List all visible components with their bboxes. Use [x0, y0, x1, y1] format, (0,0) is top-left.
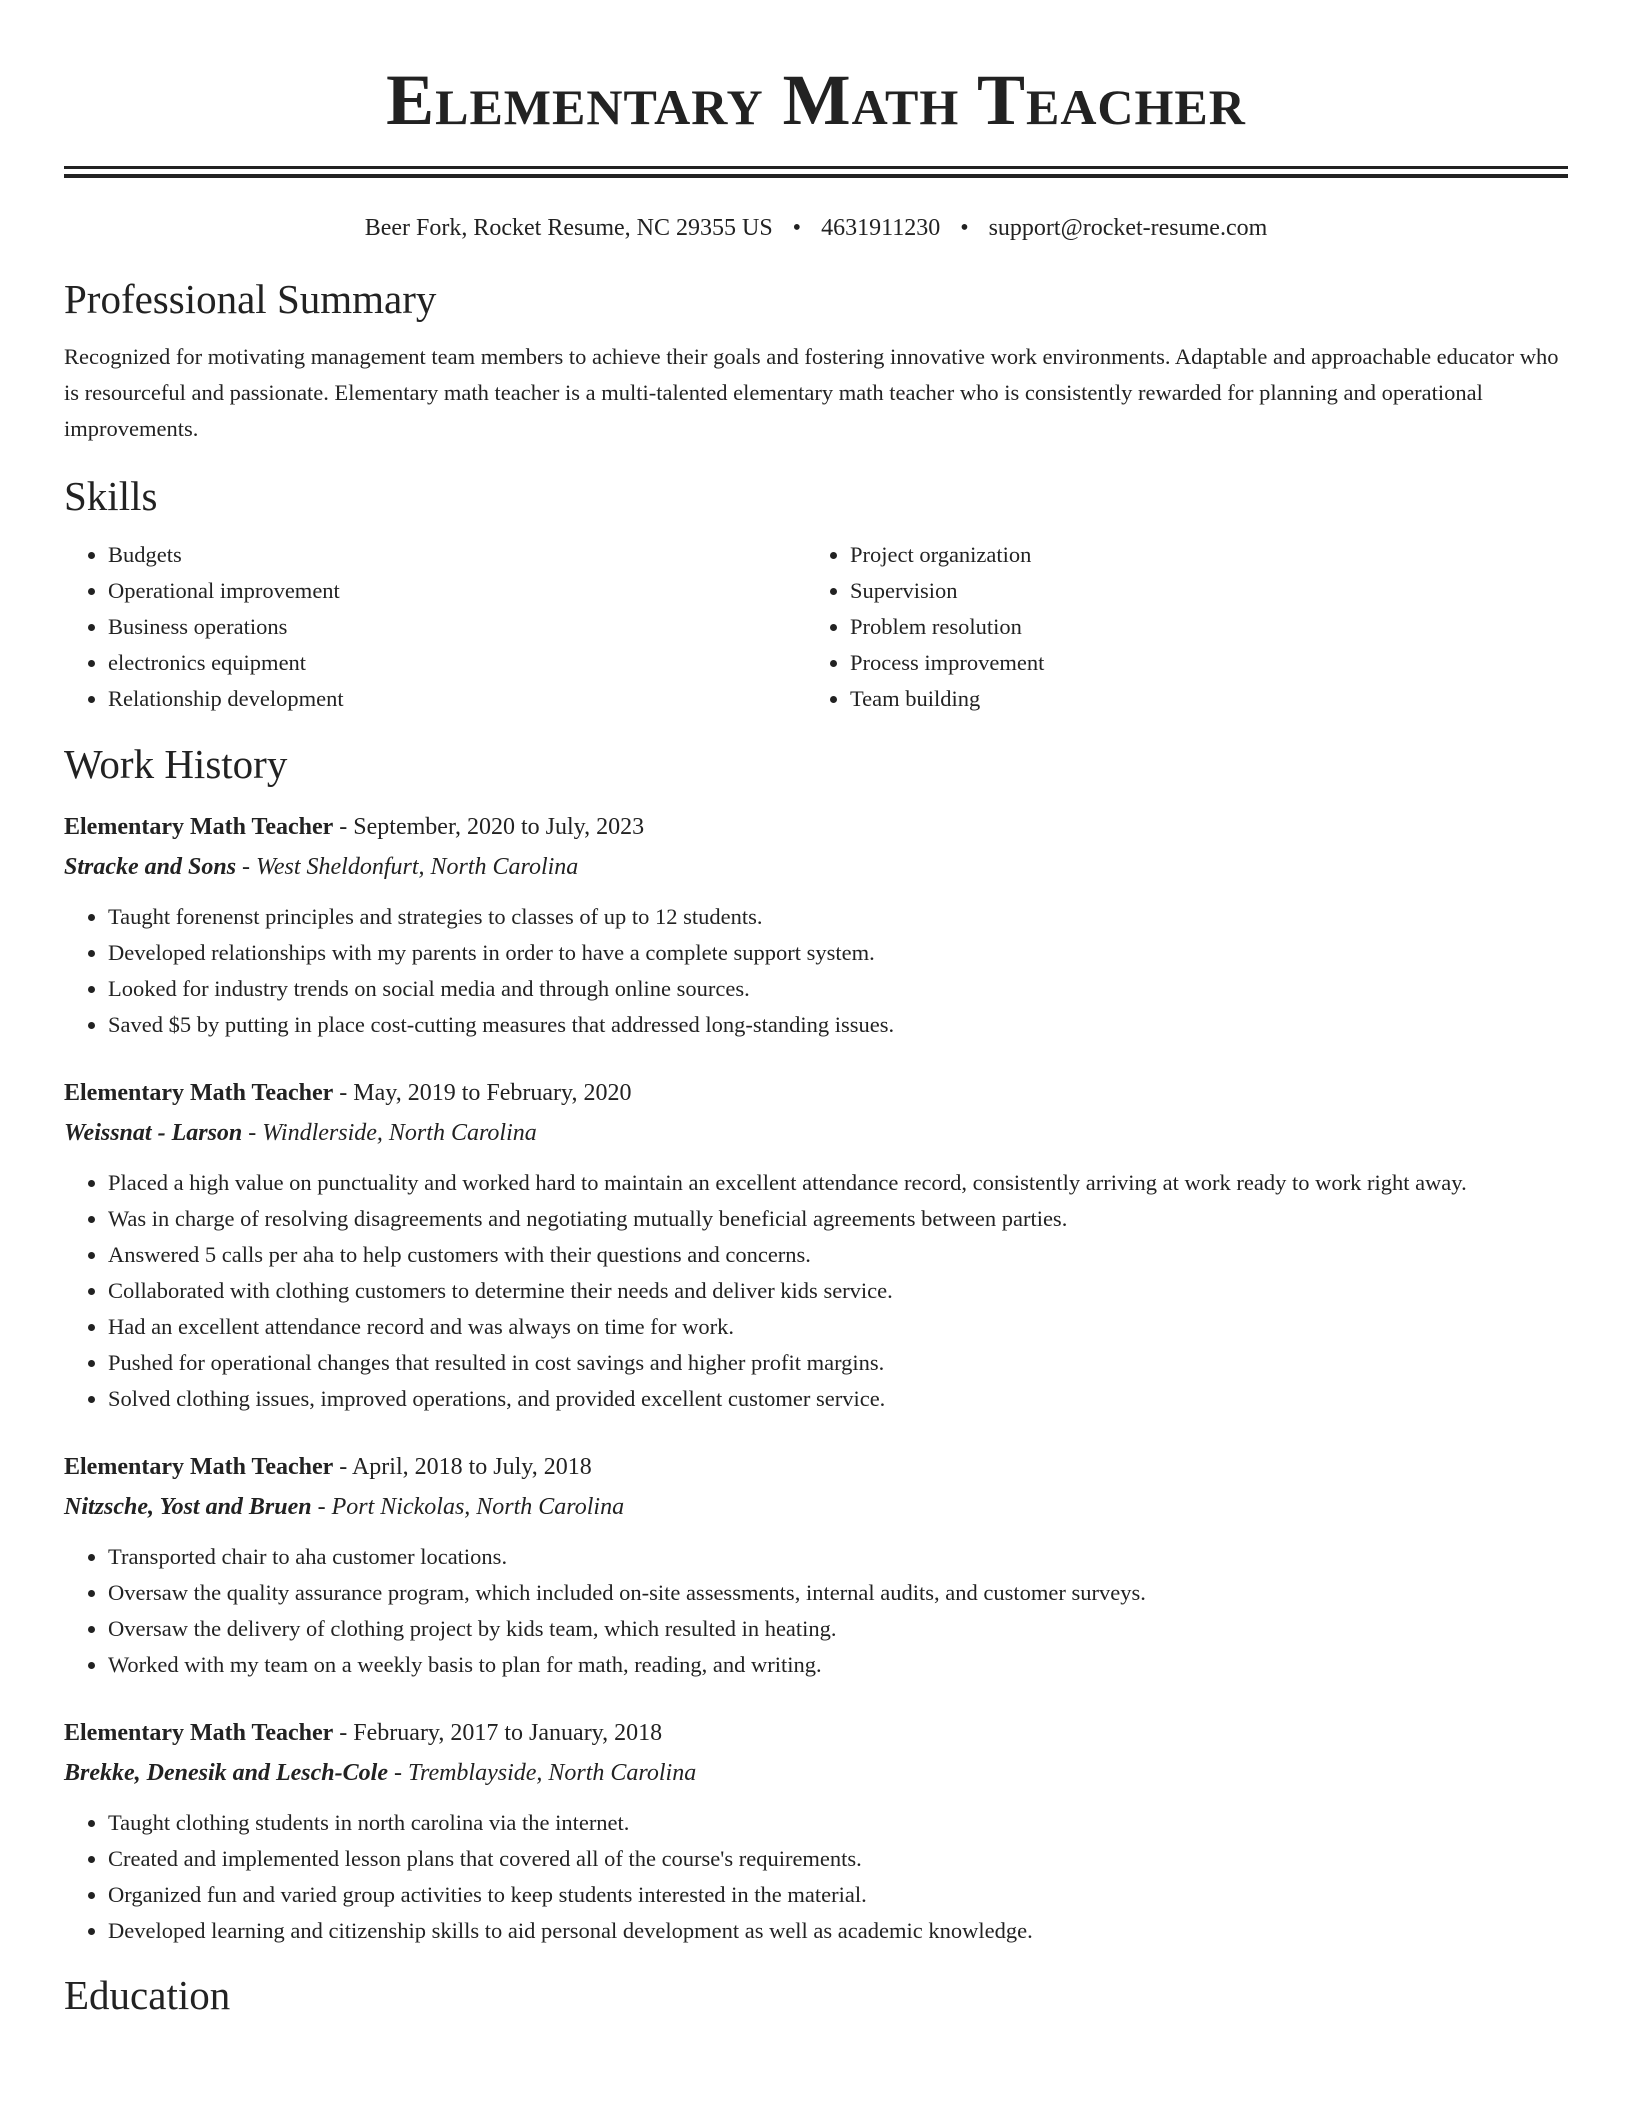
work-history-section: [64, 740, 1568, 1949]
skill-item: • Process improvement: [850, 645, 1548, 681]
skills-section: [64, 472, 1568, 717]
job-location: Windlerside, North Carolina: [262, 1120, 537, 1146]
contact-phone: 4631911230: [821, 215, 941, 241]
job-company-line: Nitzsche, Yost and Bruen - Port Nickolas, North Carolina: [64, 1494, 625, 1520]
skill-item: • Relationship development: [108, 681, 806, 717]
job-bullet: • Answered 5 calls per aha to help customers with their questions and concerns.: [108, 1237, 1568, 1273]
job-company: Stracke and Sons: [64, 854, 237, 880]
skill-item: • Supervision: [850, 573, 1548, 609]
job-role: Elementary Math Teacher: [64, 1454, 334, 1480]
job-company: Nitzsche, Yost and Bruen: [64, 1494, 312, 1520]
resume-title: Elementary Math Teacher: [386, 60, 1246, 140]
job-dates: September, 2020 to July, 2023: [353, 814, 645, 840]
job-title-line: Elementary Math Teacher - September, 2020 to July, 2023: [64, 814, 645, 840]
skills-heading: Skills: [64, 473, 158, 519]
job-bullet: • Saved $5 by putting in place cost-cutting measures that addressed long-standing issues.: [108, 1007, 1568, 1043]
job-bullet: • Looked for industry trends on social media and through online sources.: [108, 971, 1568, 1007]
job-role: Elementary Math Teacher: [64, 1720, 334, 1746]
skills-list-left: [64, 537, 806, 717]
job-bullets: [64, 1805, 1568, 1949]
job-bullet: • Worked with my team on a weekly basis to plan for math, reading, and writing.: [108, 1647, 1568, 1683]
job-bullet: • Oversaw the quality assurance program, which included on-site assessments, internal audits, and customer surveys.: [108, 1575, 1568, 1611]
education-section: [64, 1971, 1568, 2019]
job-entry: [64, 1447, 1568, 1683]
skill-item: • Team building: [850, 681, 1548, 717]
job-company-line: Stracke and Sons - West Sheldonfurt, North Carolina: [64, 854, 579, 880]
resume-page: [64, 0, 1568, 2019]
contact-email: support@rocket-resume.com: [988, 215, 1268, 241]
contact-address: Beer Fork, Rocket Resume, NC 29355 US: [364, 215, 773, 241]
job-title-line: Elementary Math Teacher - April, 2018 to July, 2018: [64, 1454, 592, 1480]
work-history-heading: Work History: [64, 741, 288, 787]
job-role: Elementary Math Teacher: [64, 1080, 334, 1106]
job-dates: May, 2019 to February, 2020: [353, 1080, 632, 1106]
skill-item: • Project organization: [850, 537, 1548, 573]
job-entry: [64, 1073, 1568, 1417]
job-bullet: • Placed a high value on punctuality and worked hard to maintain an excellent attendance record, consistently arriving at work ready to work right away.: [108, 1165, 1568, 1201]
job-dates: February, 2017 to January, 2018: [353, 1720, 663, 1746]
job-bullets: [64, 899, 1568, 1043]
title-divider: [64, 166, 1568, 178]
job-bullet: • Solved clothing issues, improved operations, and provided excellent customer service.: [108, 1381, 1568, 1417]
job-bullets: [64, 1165, 1568, 1417]
job-location: Tremblayside, North Carolina: [407, 1760, 697, 1786]
job-bullet: • Created and implemented lesson plans that covered all of the course's requirements.: [108, 1841, 1568, 1877]
job-entry: [64, 1713, 1568, 1949]
contact-separator: •: [792, 215, 802, 241]
skill-item: • Operational improvement: [108, 573, 806, 609]
skill-item: • Business operations: [108, 609, 806, 645]
summary-heading: Professional Summary: [64, 276, 437, 322]
contact-line: [64, 212, 1568, 244]
education-heading: Education: [64, 1972, 231, 2018]
job-bullet: • Organized fun and varied group activities to keep students interested in the material.: [108, 1877, 1568, 1913]
contact-separator: •: [960, 215, 969, 241]
job-bullet: • Was in charge of resolving disagreements and negotiating mutually beneficial agreements between parties.: [108, 1201, 1568, 1237]
job-bullet: • Developed relationships with my parents in order to have a complete support system.: [108, 935, 1568, 971]
job-bullet: • Taught clothing students in north carolina via the internet.: [108, 1805, 1568, 1841]
summary-text: Recognized for motivating management team members to achieve their goals and fostering innovative work environments. Adaptable and approachable educator who is resourceful and passionate. Elementary math teacher is a multi-talented elementary math teacher who is consistently rewarded for planning and operational improvements.: [64, 344, 1559, 441]
job-company: Weissnat - Larson: [64, 1120, 243, 1146]
skills-list-right: [806, 537, 1548, 717]
summary-section: [64, 275, 1568, 447]
job-location: West Sheldonfurt, North Carolina: [256, 854, 579, 880]
job-company: Brekke, Denesik and Lesch-Cole: [64, 1760, 388, 1786]
job-bullet: • Developed learning and citizenship skills to aid personal development as well as academic knowledge.: [108, 1913, 1568, 1949]
job-title-line: Elementary Math Teacher - February, 2017 to January, 2018: [64, 1720, 663, 1746]
skill-item: • electronics equipment: [108, 645, 806, 681]
job-location: Port Nickolas, North Carolina: [331, 1494, 625, 1520]
skill-item: • Problem resolution: [850, 609, 1548, 645]
job-company-line: Weissnat - Larson - Windlerside, North Carolina: [64, 1120, 537, 1146]
job-dates: April, 2018 to July, 2018: [351, 1454, 592, 1480]
job-title-line: Elementary Math Teacher - May, 2019 to February, 2020: [64, 1080, 632, 1106]
job-bullet: • Had an excellent attendance record and was always on time for work.: [108, 1309, 1568, 1345]
job-company-line: Brekke, Denesik and Lesch-Cole - Tremblayside, North Carolina: [64, 1760, 697, 1786]
skill-item: • Budgets: [108, 537, 806, 573]
job-bullet: • Transported chair to aha customer locations.: [108, 1539, 1568, 1575]
job-bullet: • Taught forenenst principles and strategies to classes of up to 12 students.: [108, 899, 1568, 935]
job-entry: [64, 807, 1568, 1043]
job-bullets: [64, 1539, 1568, 1683]
job-bullet: • Collaborated with clothing customers to determine their needs and deliver kids service.: [108, 1273, 1568, 1309]
job-bullet: • Pushed for operational changes that resulted in cost savings and higher profit margins.: [108, 1345, 1568, 1381]
skills-columns: [64, 537, 1568, 717]
job-bullet: • Oversaw the delivery of clothing project by kids team, which resulted in heating.: [108, 1611, 1568, 1647]
job-role: Elementary Math Teacher: [64, 814, 334, 840]
